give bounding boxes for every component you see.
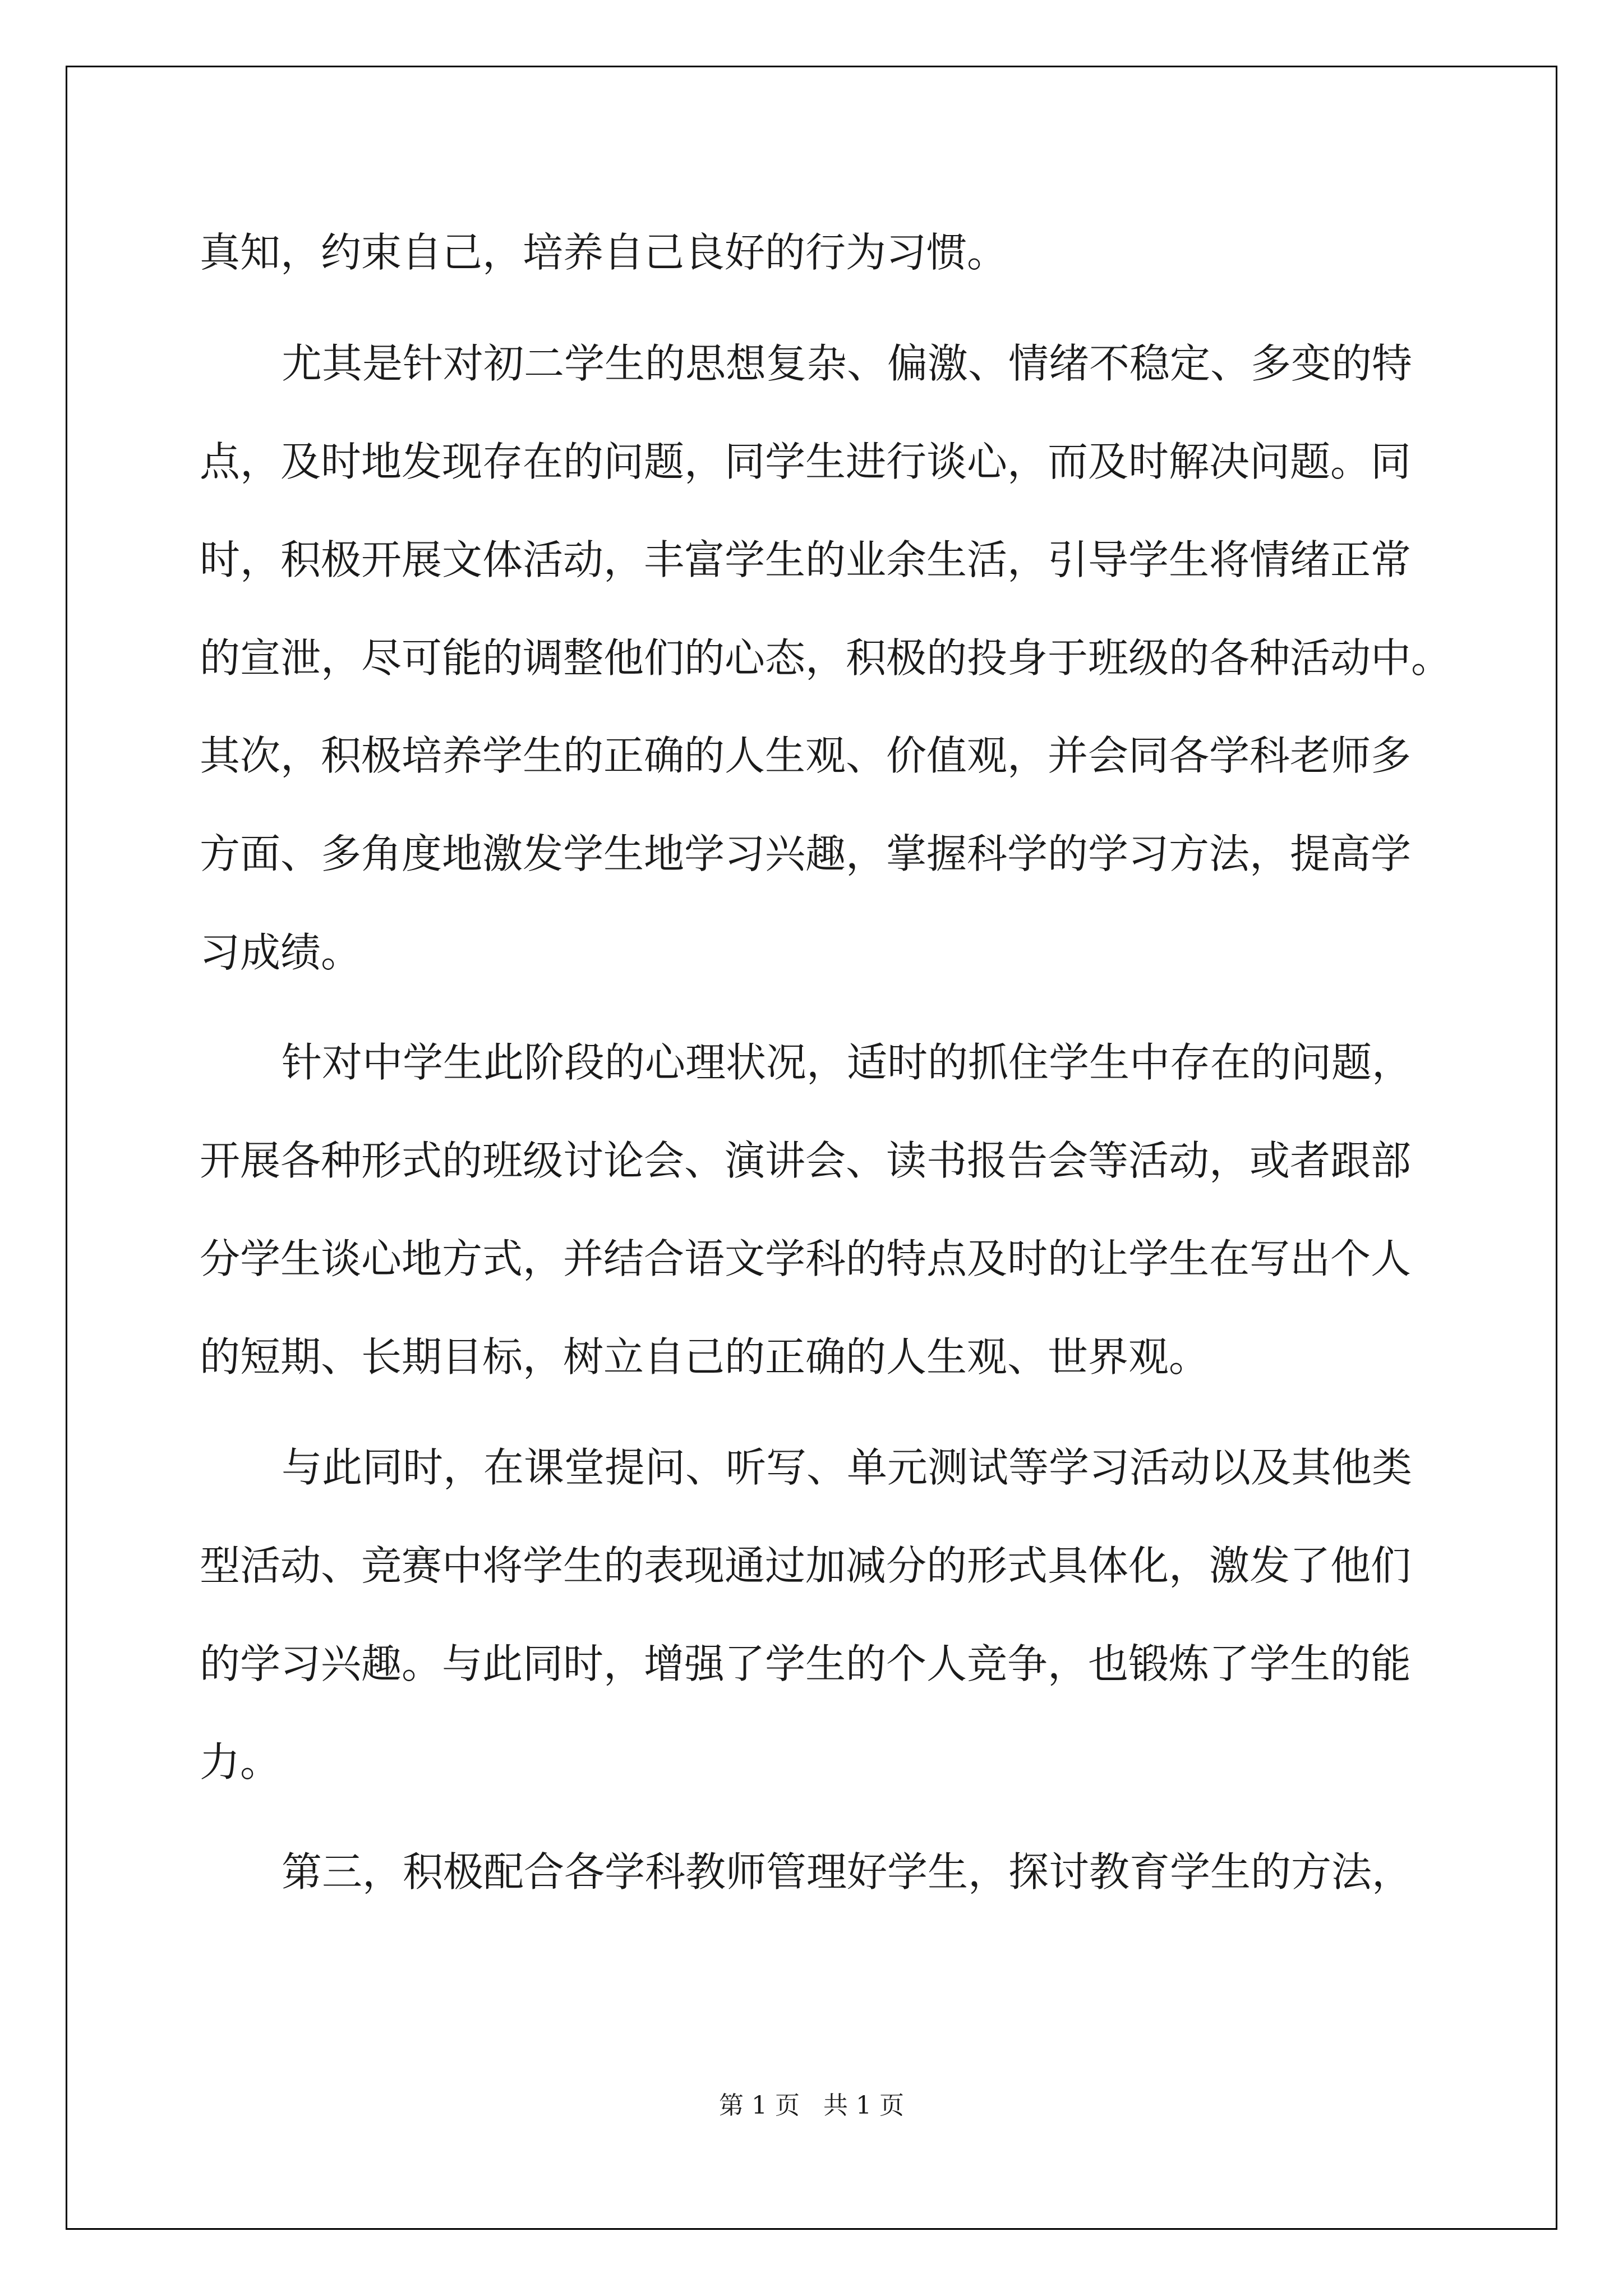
- text-line: 方面、多角度地激发学生地学习兴趣，掌握科学的学习方法，提高学: [200, 830, 1412, 877]
- text-line: 第三，积极配合各学科教师管理好学生，探讨教育学生的方法，: [282, 1848, 1413, 1895]
- text-line: 尤其是针对初二学生的思想复杂、偏激、情绪不稳定、多变的特: [282, 340, 1413, 387]
- text-line: 习成绩。: [200, 929, 362, 976]
- text-line: 分学生谈心地方式，并结合语文学科的特点及时的让学生在写出个人: [200, 1235, 1412, 1282]
- text-line: 的宣泄，尽可能的调整他们的心态，积极的投身于班级的各种活动中。: [200, 634, 1452, 682]
- text-line: 其次，积极培养学生的正确的人生观、价值观，并会同各学科老师多: [200, 732, 1412, 779]
- page-number-footer: 第 1 页 共 1 页: [719, 2091, 904, 2120]
- text-line: 针对中学生此阶段的心理状况，适时的抓住学生中存在的问题，: [282, 1039, 1413, 1086]
- text-line: 力。: [200, 1738, 281, 1786]
- text-line: 开展各种形式的班级讨论会、演讲会、读书报告会等活动，或者跟部: [200, 1137, 1412, 1184]
- text-line: 的短期、长期目标，树立自己的正确的人生观、世界观。: [200, 1333, 1210, 1381]
- text-line: 型活动、竞赛中将学生的表现通过加减分的形式具体化，激发了他们: [200, 1542, 1412, 1589]
- text-line: 真知，约束自己，培养自己良好的行为习惯。: [200, 229, 1008, 276]
- text-line: 时，积极开展文体活动，丰富学生的业余生活，引导学生将情绪正常: [200, 536, 1412, 583]
- text-line: 点，及时地发现存在的问题，同学生进行谈心，而及时解决问题。同: [200, 438, 1412, 485]
- text-line: 与此同时，在课堂提问、听写、单元测试等学习活动以及其他类: [282, 1444, 1413, 1491]
- text-line: 的学习兴趣。与此同时，增强了学生的个人竞争，也锻炼了学生的能: [200, 1640, 1412, 1687]
